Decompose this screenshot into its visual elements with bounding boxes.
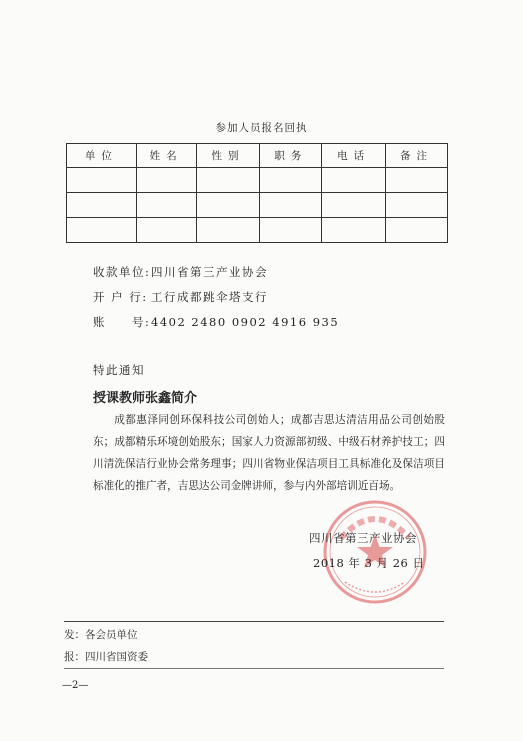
col-header-name: 姓名 (136, 144, 196, 168)
registration-form-table (66, 143, 448, 243)
footer-divider-bottom (64, 668, 444, 669)
table-cell (386, 168, 448, 193)
table-row (67, 218, 448, 243)
col-header-unit: 单位 (67, 144, 137, 168)
table-cell (196, 168, 260, 193)
payee-value: 四川省第三产业协会 (151, 265, 268, 279)
table-row (67, 193, 448, 218)
col-header-phone: 电话 (322, 144, 386, 168)
col-header-remark: 备注 (386, 144, 448, 168)
bank-line (93, 289, 268, 305)
signature-org: 四川省第三产业协会 (309, 531, 417, 545)
table-cell (386, 193, 448, 218)
table-cell (136, 168, 196, 193)
table-cell (196, 193, 260, 218)
col-header-gender: 性别 (196, 144, 260, 168)
table-cell (196, 218, 260, 243)
table-cell (67, 168, 137, 193)
table-header-row (67, 144, 448, 168)
table-cell (260, 193, 322, 218)
send-to: 发：各会员单位 (64, 629, 138, 641)
account-label: 账 号: (93, 315, 151, 329)
official-seal-icon (321, 498, 429, 606)
account-value: 4402 2480 0902 4916 935 (151, 315, 340, 329)
teacher-heading: 授课教师张鑫简介 (93, 391, 198, 406)
table-cell (136, 218, 196, 243)
form-title: 参加人员报名回执 (215, 122, 308, 134)
report-to: 报：四川省国资委 (64, 651, 148, 663)
table-row (67, 168, 448, 193)
payee-label: 收款单位: (93, 265, 151, 279)
table-cell (386, 218, 448, 243)
footer-divider (64, 621, 444, 622)
account-line (93, 314, 339, 330)
bank-value: 工行成都跳伞塔支行 (151, 290, 268, 304)
table-cell (136, 193, 196, 218)
table-cell (322, 168, 386, 193)
signature-date: 2018 年 3 月 26 日 (313, 556, 425, 570)
table-cell (322, 193, 386, 218)
col-header-position: 职务 (260, 144, 322, 168)
table-cell (67, 218, 137, 243)
payee-line (93, 264, 268, 280)
page-number: —2— (62, 680, 89, 691)
table-cell (67, 193, 137, 218)
table-cell (322, 218, 386, 243)
teacher-bio: 成都惠泽同创环保科技公司创始人；成都吉思达清洁用品公司创始股东；成都精乐环境创始股东；国家人力资源部初级、中级石材养护技工；四川清洗保洁行业协会常务理事；四川省物业保洁项目工具标准化及保洁项目标准化的推广者，吉思达公司金牌讲师，参与内外部培训近百场。 (93, 414, 445, 492)
notice-text: 特此通知 (93, 363, 145, 377)
table-cell (260, 218, 322, 243)
bank-label: 开 户 行: (93, 290, 148, 304)
table-cell (260, 168, 322, 193)
